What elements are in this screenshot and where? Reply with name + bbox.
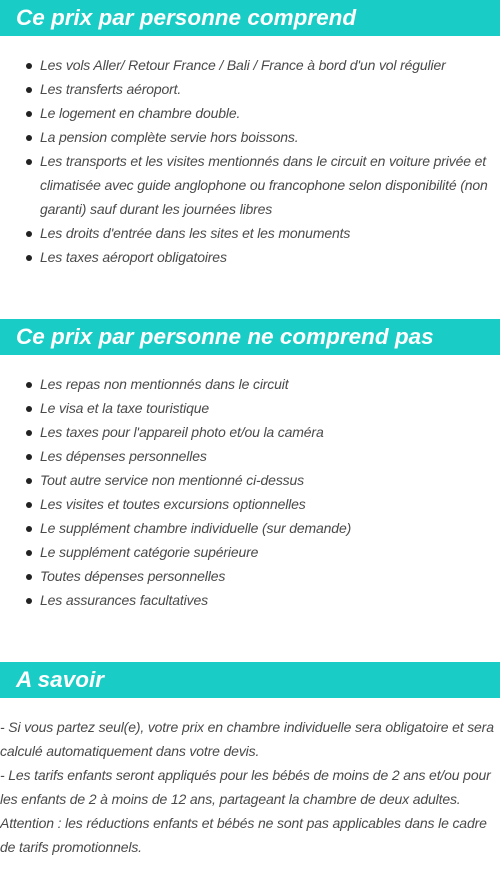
list-item: Toutes dépenses personnelles	[0, 564, 500, 588]
list-item: Les taxes pour l'appareil photo et/ou la caméra	[0, 420, 500, 444]
list-item: Les transferts aéroport.	[0, 77, 500, 101]
includes-list	[0, 53, 500, 269]
list-item: Les dépenses personnelles	[0, 444, 500, 468]
list-item: La pension complète servie hors boissons.	[0, 125, 500, 149]
list-item: Les transports et les visites mentionnés dans le circuit en voiture privée et climatisée avec guide anglophone ou francophone selon disponibilité (non garanti) sauf durant les journées libres	[0, 149, 500, 221]
includes-header: Ce prix par personne comprend	[0, 0, 500, 36]
info-paragraph: - Si vous partez seul(e), votre prix en chambre individuelle sera obligatoire et sera calculé automatiquement dans votre devis.	[0, 719, 494, 759]
list-item: Tout autre service non mentionné ci-dessus	[0, 468, 500, 492]
excludes-header: Ce prix par personne ne comprend pas	[0, 319, 500, 355]
info-header: A savoir	[0, 662, 500, 698]
list-item: Le supplément catégorie supérieure	[0, 540, 500, 564]
info-text	[0, 715, 500, 859]
info-paragraph: - Les tarifs enfants seront appliqués pour les bébés de moins de 2 ans et/ou pour les enfants de 2 à moins de 12 ans, partageant la chambre de deux adultes.	[0, 767, 491, 807]
list-item: Le supplément chambre individuelle (sur demande)	[0, 516, 500, 540]
excludes-list	[0, 372, 500, 612]
list-item: Les taxes aéroport obligatoires	[0, 245, 500, 269]
list-item: Le visa et la taxe touristique	[0, 396, 500, 420]
list-item: Le logement en chambre double.	[0, 101, 500, 125]
list-item: Les droits d'entrée dans les sites et les monuments	[0, 221, 500, 245]
list-item: Les visites et toutes excursions optionnelles	[0, 492, 500, 516]
list-item: Les vols Aller/ Retour France / Bali / France à bord d'un vol régulier	[0, 53, 500, 77]
list-item: Les assurances facultatives	[0, 588, 500, 612]
list-item: Les repas non mentionnés dans le circuit	[0, 372, 500, 396]
info-paragraph: Attention : les réductions enfants et bébés ne sont pas applicables dans le cadre de tarifs promotionnels.	[0, 815, 487, 855]
